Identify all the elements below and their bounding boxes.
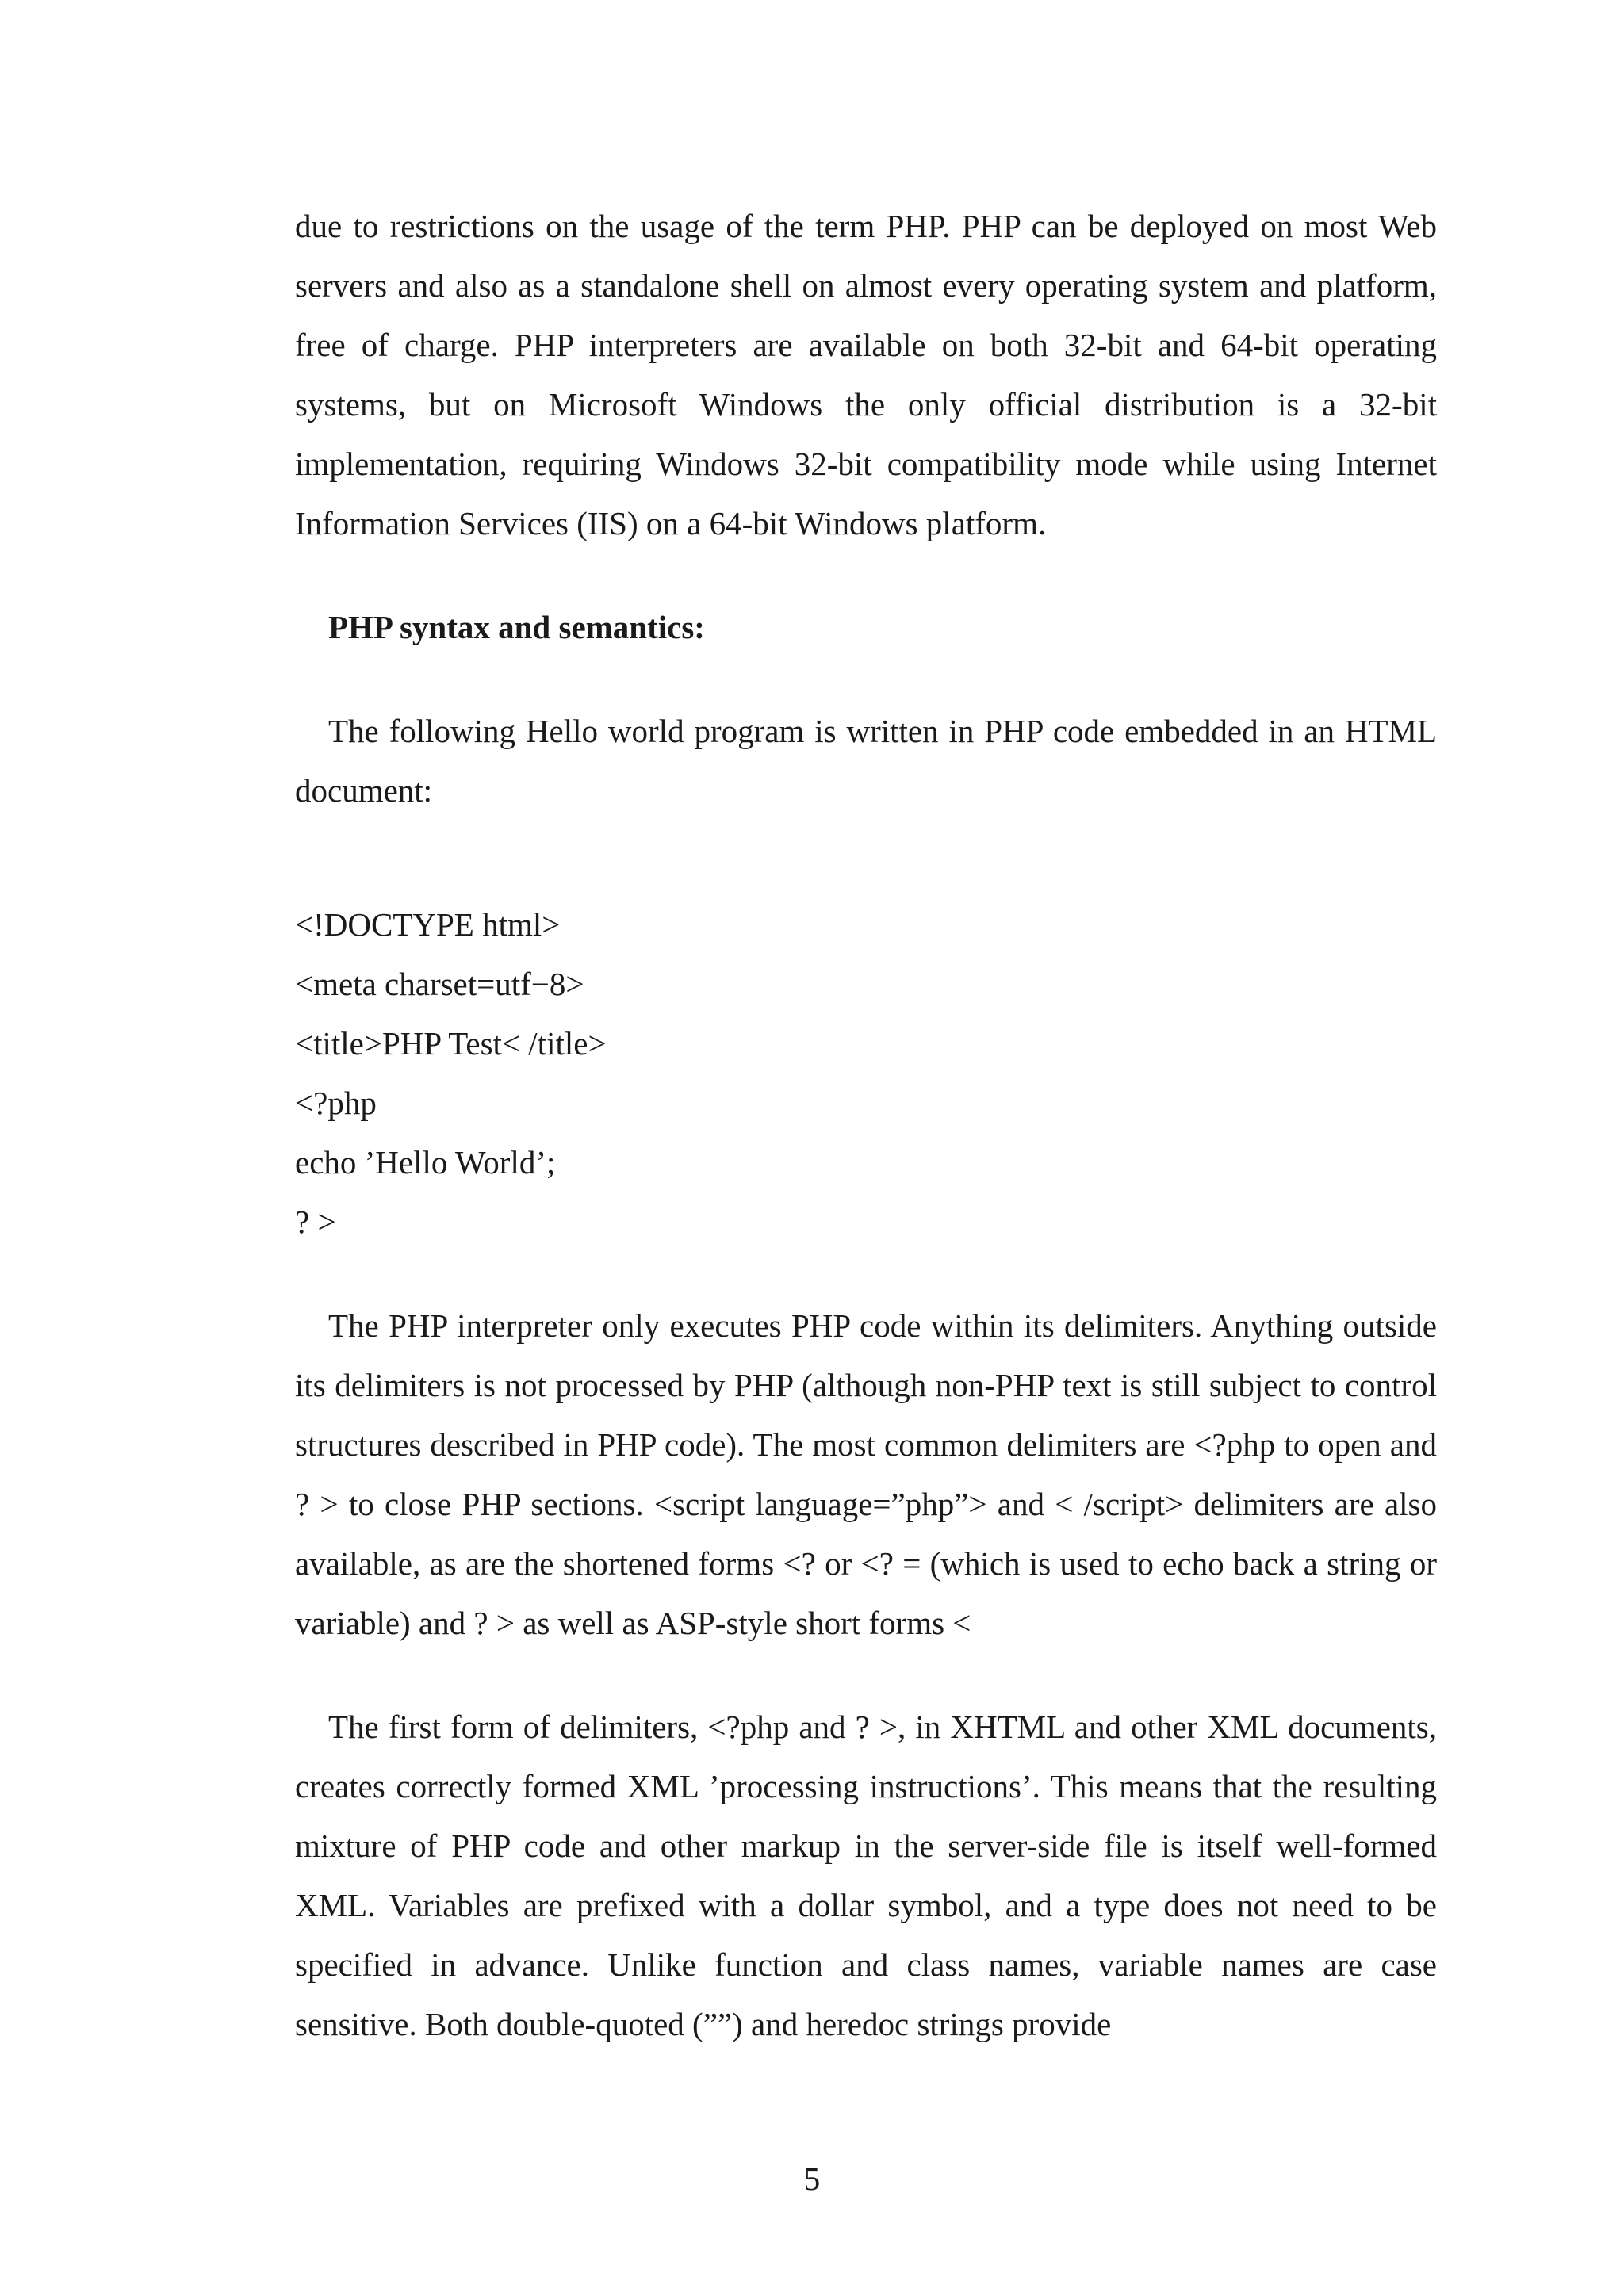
code-line: <meta charset=utf−8> xyxy=(295,966,584,1002)
spacer xyxy=(295,1252,1437,1296)
paragraph-xml-forms: The first form of delimiters, <?php and ? >, in XHTML and other XML documents, creates correctly formed XML ’processing instructions’. This means that the resulting mixture of PHP code and other markup in the server-side file is itself well-formed XML. Variables are prefixed with a dollar symbol, and a type does not need to be specified in advance. Unlike function and class names, variable names are case sensitive. Both double-quoted (””) and heredoc strings provide xyxy=(295,1709,1437,2042)
paragraph-delimiters: The PHP interpreter only executes PHP code within its delimiters. Anything outside its delimiters is not processed by PHP (although non-PHP text is still subject to control structures described in PHP code). The most common delimiters are <?php to open and ? > to close PHP sections. <script language=”php”> and < /script> delimiters are also available, as are the shortened forms <? or <? = (which is used to echo back a string or variable) and ? > as well as ASP-style short forms < xyxy=(295,1307,1437,1641)
code-line: echo ’Hello World’; xyxy=(295,1144,556,1181)
spacer xyxy=(295,553,1437,598)
code-block xyxy=(295,895,1437,1252)
section-heading: PHP syntax and semantics: xyxy=(328,609,705,645)
spacer xyxy=(295,1653,1437,1697)
code-line: ? > xyxy=(295,1203,336,1240)
code-line: <!DOCTYPE html> xyxy=(295,906,561,943)
spacer xyxy=(295,657,1437,702)
page-number: 5 xyxy=(803,2160,821,2197)
spacer xyxy=(295,821,1437,895)
paragraph-hello-world-intro: The following Hello world program is written in PHP code embedded in an HTML document: xyxy=(295,713,1437,809)
document-page xyxy=(295,197,1437,2054)
paragraph-php-deployment: due to restrictions on the usage of the term PHP. PHP can be deployed on most Web servers and also as a standalone shell on almost every operating system and platform, free of charge. PHP interpreters are available on both 32-bit and 64-bit operating systems, but on Microsoft Windows the only official distribution is a 32-bit implementation, requiring Windows 32-bit compatibility mode while using Internet Information Services (IIS) on a 64-bit Windows platform. xyxy=(295,208,1437,541)
code-line: <title>PHP Test< /title> xyxy=(295,1025,607,1062)
code-line: <?php xyxy=(295,1085,377,1121)
